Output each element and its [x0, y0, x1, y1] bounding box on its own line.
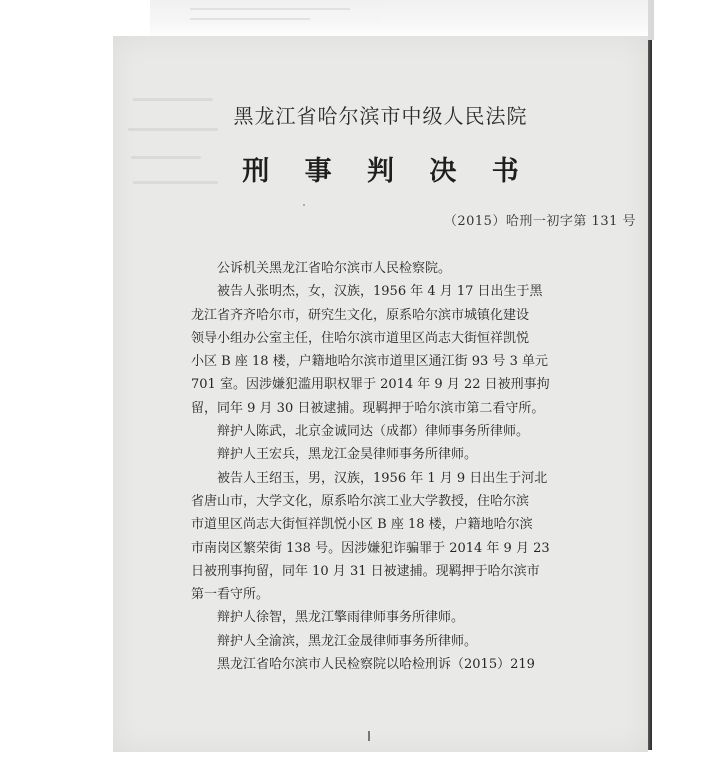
document-page	[113, 36, 648, 752]
text-line: 市南岗区繁荣街 138 号。因涉嫌犯诈骗罪于 2014 年 9 月 23	[191, 540, 550, 556]
text-line: 黑龙江省哈尔滨市人民检察院以哈检刑诉（2015）219	[217, 657, 535, 673]
text-line: 领导小组办公室主任，住哈尔滨市道里区尚志大街恒祥凯悦	[191, 330, 530, 346]
court-name: 黑龙江省哈尔滨市中级人民法院	[233, 104, 528, 128]
scan-edge-right	[648, 40, 652, 750]
text-line: 被告人张明杰，女，汉族，1956 年 4 月 17 日出生于黑	[217, 284, 543, 300]
text-line: 小区 B 座 18 楼，户籍地哈尔滨市道里区通江街 93 号 3 单元	[191, 354, 548, 370]
text-line: 留，同年 9 月 30 日被逮捕。现羁押于哈尔滨市第二看守所。	[191, 400, 545, 416]
scan-mark	[368, 731, 370, 741]
ghost-line	[190, 18, 310, 20]
document-title: 刑 事 判 决 书	[242, 156, 532, 187]
text-line: 日被刑事拘留，同年 10 月 31 日被逮捕。现羁押于哈尔滨市	[191, 563, 540, 579]
text-line: 公诉机关黑龙江省哈尔滨市人民检察院。	[217, 261, 452, 276]
text-line: 辩护人徐智，黑龙江擎雨律师事务所律师。	[217, 610, 465, 626]
text-line: 辩护人陈武，北京金诚同达（成都）律师事务所律师。	[217, 424, 530, 440]
text-line: 701 室。因涉嫌犯滥用职权罪于 2014 年 9 月 22 日被刑事拘	[191, 377, 550, 393]
case-number: （2015）哈刑一初字第 131 号	[443, 214, 636, 229]
text-line: 龙江省齐齐哈尔市，研究生文化，原系哈尔滨市城镇化建设	[191, 307, 530, 323]
text-line: 被告人王绍玉，男，汉族，1956 年 1 月 9 日出生于河北	[217, 470, 548, 486]
scan-edge-top	[648, 0, 654, 40]
text-line: 辩护人全渝滨，黑龙江金晟律师事务所律师。	[217, 633, 478, 649]
ghost-line	[190, 8, 350, 10]
judgment-body	[191, 257, 571, 676]
text-line: 省唐山市，大学文化，原系哈尔滨工业大学教授，住哈尔滨	[191, 493, 530, 509]
scan-top-bleed	[150, 0, 650, 40]
text-line: 第一看守所。	[191, 587, 270, 603]
text-line: 市道里区尚志大街恒祥凯悦小区 B 座 18 楼，户籍地哈尔滨	[191, 517, 533, 533]
text-line: 辩护人王宏兵，黑龙江金昊律师事务所律师。	[217, 447, 478, 463]
scan-speck	[303, 204, 305, 206]
